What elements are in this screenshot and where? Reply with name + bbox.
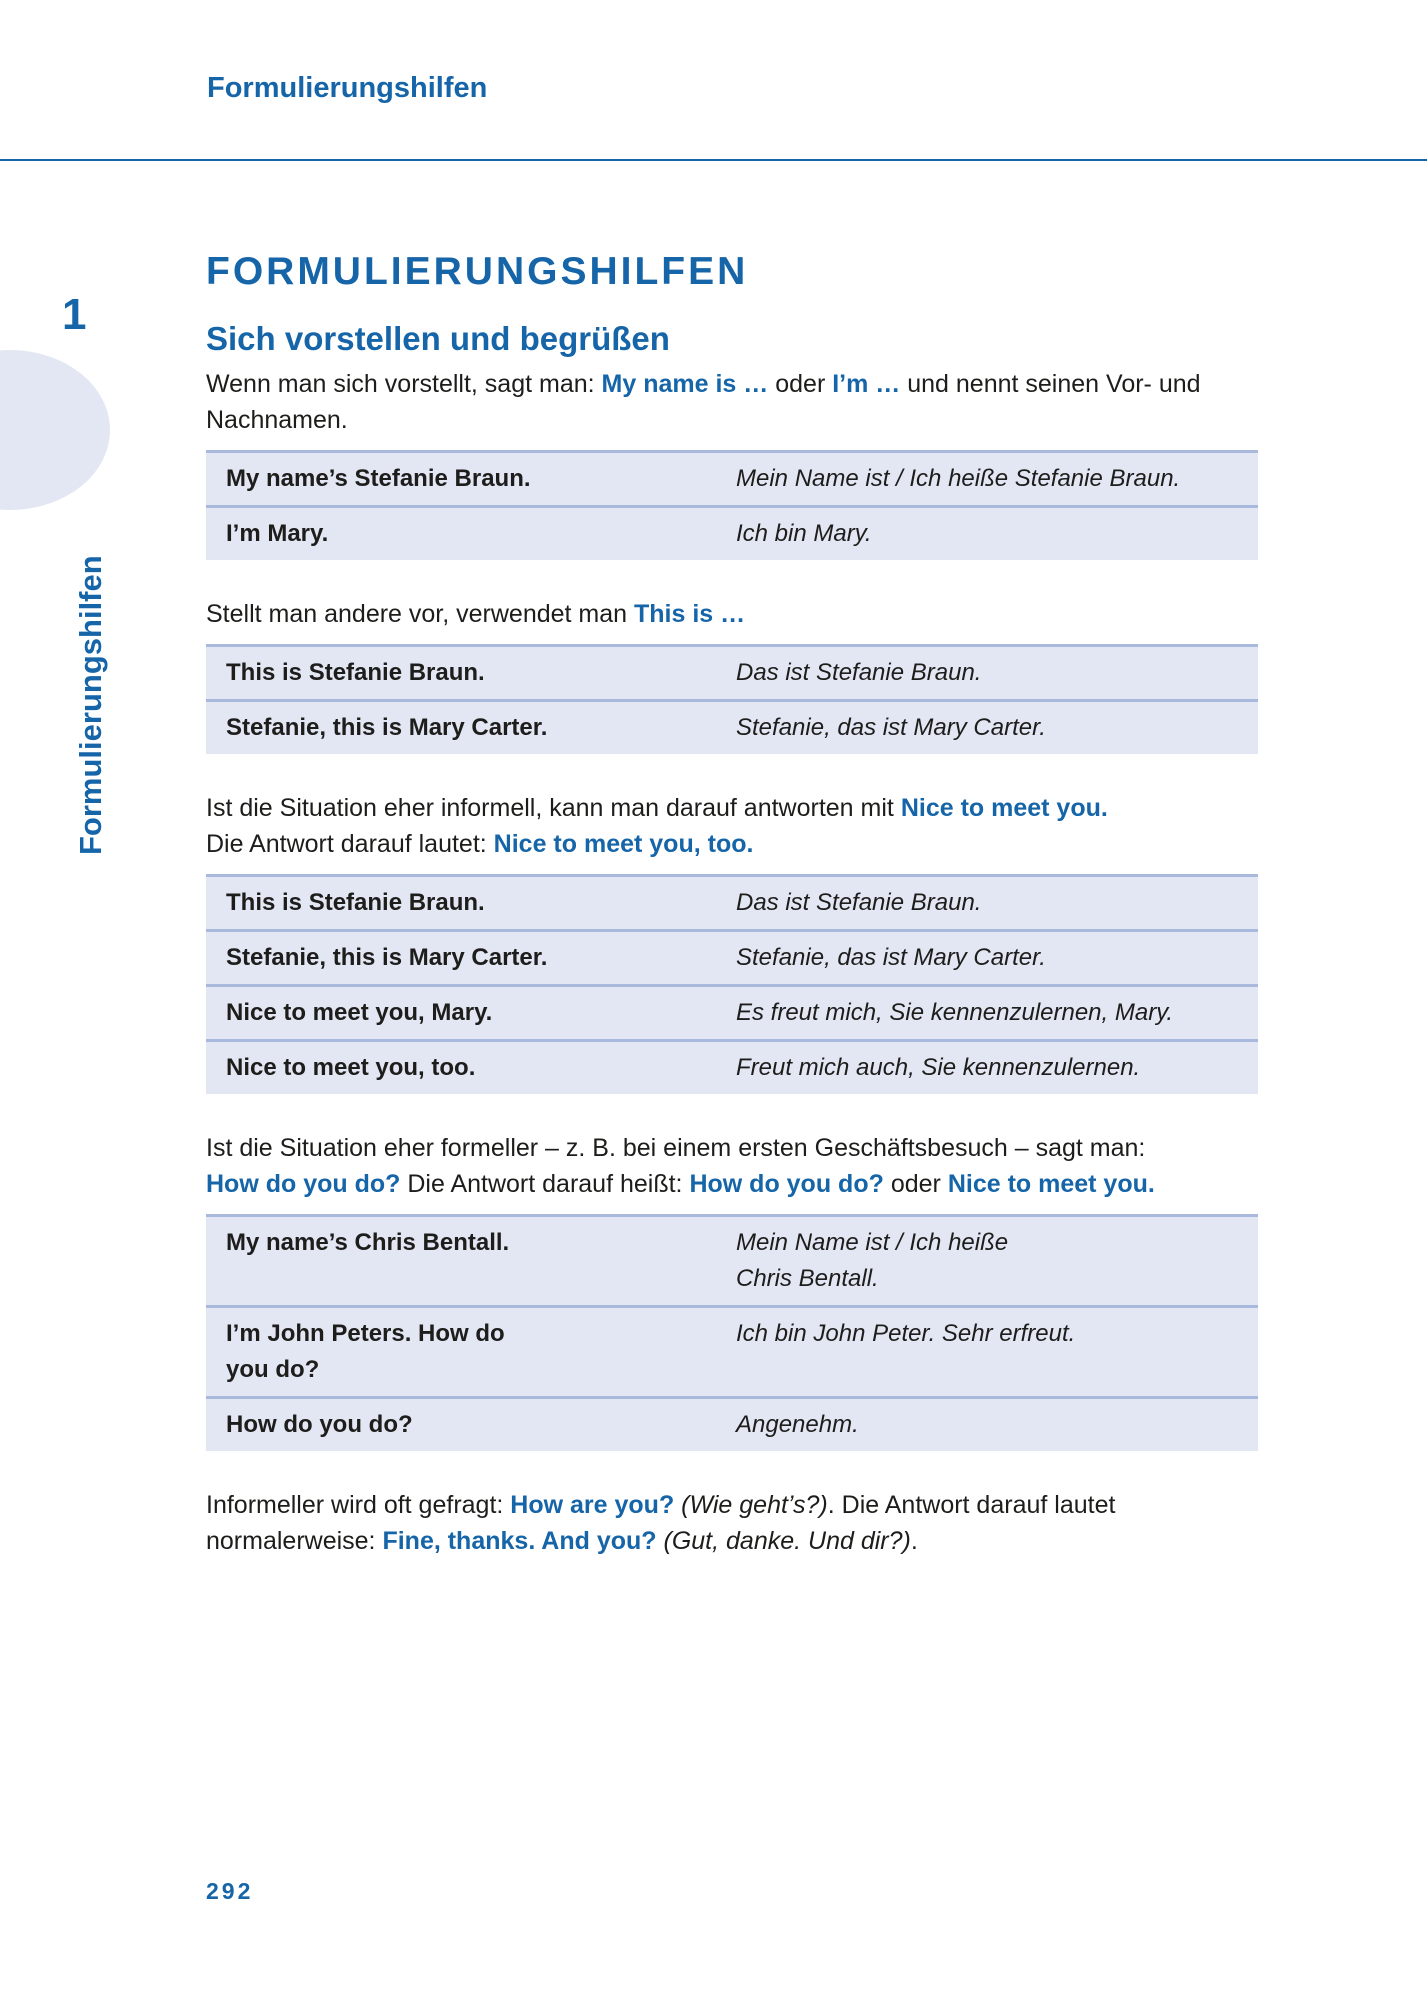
- side-section-label: Formulierungshilfen: [73, 555, 108, 855]
- translation-line: Chris Bentall.: [736, 1265, 879, 1292]
- text: Ist die Situation eher informell, kann man darauf antworten mit: [206, 794, 901, 822]
- text: Ist die Situation eher formeller – z. B. bei einem ersten Geschäftsbesuch – sagt man:: [206, 1134, 1146, 1162]
- table-row: [206, 1041, 1258, 1095]
- text: oder: [768, 370, 833, 398]
- table-row: [206, 646, 1258, 701]
- german-translation: Mein Name ist / Ich heiße Stefanie Braun.: [716, 452, 1258, 507]
- table-row: [206, 1216, 1258, 1307]
- translation-inline: (Gut, danke. Und dir?): [656, 1527, 911, 1555]
- phrase-line: you do?: [226, 1356, 320, 1383]
- english-phrase: [206, 1216, 716, 1307]
- table-row: [206, 452, 1258, 507]
- english-phrase: Nice to meet you, too.: [206, 1041, 716, 1095]
- english-phrase: I’m Mary.: [206, 507, 716, 561]
- english-phrase: [206, 1398, 716, 1452]
- phrase-highlight: Nice to meet you.: [900, 794, 1108, 822]
- translation-line: Angenehm.: [736, 1411, 859, 1438]
- english-phrase: Stefanie, this is Mary Carter.: [206, 701, 716, 755]
- paragraph-informal: [206, 790, 1258, 862]
- phrase-highlight: Nice to meet you, too.: [493, 830, 754, 858]
- phrase-table-2: [206, 644, 1258, 754]
- paragraph-how-are-you: [206, 1487, 1258, 1559]
- page-number: 292: [206, 1878, 254, 1904]
- english-phrase: Nice to meet you, Mary.: [206, 986, 716, 1041]
- german-translation: [716, 1307, 1258, 1398]
- german-translation: [716, 1398, 1258, 1452]
- text: Stellt man andere vor, verwendet man: [206, 600, 635, 628]
- german-translation: Es freut mich, Sie kennenzulernen, Mary.: [716, 986, 1258, 1041]
- english-phrase: Stefanie, this is Mary Carter.: [206, 931, 716, 986]
- page-title: FORMULIERUNGSHILFEN: [206, 250, 749, 293]
- table-row: [206, 876, 1258, 931]
- phrase-highlight: How do you do?: [689, 1170, 884, 1198]
- table-row: [206, 507, 1258, 561]
- english-phrase: This is Stefanie Braun.: [206, 646, 716, 701]
- header-divider: [0, 159, 1427, 161]
- text: Wenn man sich vorstellt, sagt man:: [206, 370, 602, 398]
- german-translation: Ich bin Mary.: [716, 507, 1258, 561]
- german-translation: Freut mich auch, Sie kennenzulernen.: [716, 1041, 1258, 1095]
- text: Die Antwort darauf heißt:: [400, 1170, 690, 1198]
- phrase-table-3: [206, 874, 1258, 1094]
- german-translation: Stefanie, das ist Mary Carter.: [716, 701, 1258, 755]
- text: .: [910, 1527, 918, 1555]
- table-row: [206, 1398, 1258, 1452]
- phrase-table-1: [206, 450, 1258, 560]
- english-phrase: This is Stefanie Braun.: [206, 876, 716, 931]
- english-phrase: My name’s Stefanie Braun.: [206, 452, 716, 507]
- phrase-highlight: I’m …: [832, 370, 901, 398]
- text: Die Antwort darauf lautet:: [206, 830, 494, 858]
- paragraph-formal: [206, 1130, 1258, 1202]
- text: normalerweise:: [206, 1527, 383, 1555]
- phrase-highlight: How do you do?: [206, 1170, 401, 1198]
- translation-line: Mein Name ist / Ich heiße: [736, 1229, 1009, 1256]
- phrase-highlight: Fine, thanks. And you?: [382, 1527, 657, 1555]
- chapter-tab-marker: [0, 350, 110, 510]
- phrase-highlight: Nice to meet you.: [947, 1170, 1155, 1198]
- intro-paragraph: [206, 366, 1258, 438]
- phrase-highlight: How are you?: [510, 1491, 675, 1519]
- text: oder: [883, 1170, 948, 1198]
- table-row: [206, 701, 1258, 755]
- phrase-line: My name’s Chris Bentall.: [226, 1229, 510, 1256]
- text: und nennt seinen Vor- und Nachnamen.: [206, 370, 1201, 434]
- table-row: [206, 1307, 1258, 1398]
- main-content: [206, 250, 1258, 1559]
- running-header-title: Formulierungshilfen: [207, 72, 488, 104]
- phrase-line: How do you do?: [226, 1411, 413, 1438]
- phrase-table-4: [206, 1214, 1258, 1451]
- translation-line: Ich bin John Peter. Sehr erfreut.: [736, 1320, 1076, 1347]
- phrase-highlight: My name is …: [601, 370, 769, 398]
- phrase-line: I’m John Peters. How do: [226, 1320, 505, 1347]
- text: Informeller wird oft gefragt:: [206, 1491, 511, 1519]
- german-translation: Das ist Stefanie Braun.: [716, 646, 1258, 701]
- table-row: [206, 931, 1258, 986]
- section-subtitle: Sich vorstellen und begrüßen: [206, 320, 670, 357]
- phrase-highlight: This is …: [634, 600, 746, 628]
- german-translation: Stefanie, das ist Mary Carter.: [716, 931, 1258, 986]
- english-phrase: [206, 1307, 716, 1398]
- translation-inline: (Wie geht’s?): [674, 1491, 828, 1519]
- chapter-number: 1: [62, 290, 87, 339]
- table-row: [206, 986, 1258, 1041]
- german-translation: [716, 1216, 1258, 1307]
- text: . Die Antwort darauf lautet: [827, 1491, 1116, 1519]
- paragraph-introducing-others: [206, 596, 1258, 632]
- german-translation: Das ist Stefanie Braun.: [716, 876, 1258, 931]
